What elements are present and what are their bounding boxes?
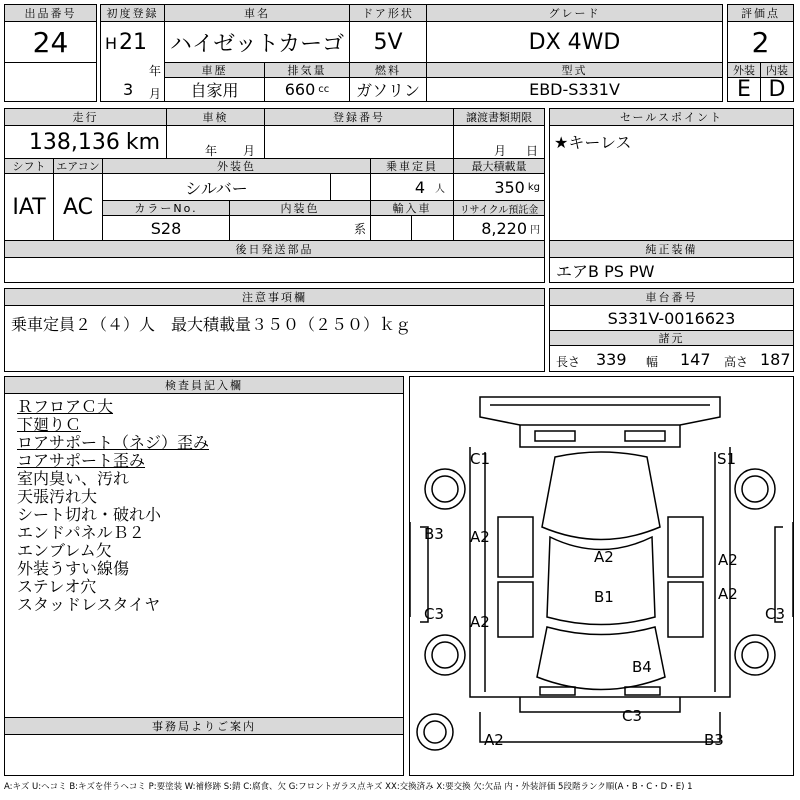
history-label: 車歴	[164, 62, 265, 78]
mark-a2-rr: A2	[718, 585, 738, 603]
interior-color-unit: 系	[353, 221, 366, 236]
transfer-month-unit: 月	[494, 144, 507, 158]
mark-b3-bottom: B3	[704, 731, 724, 749]
score: 2	[727, 21, 794, 63]
inspection-year-unit: 年	[205, 144, 218, 158]
length-label: 長さ	[556, 355, 581, 369]
width: 147	[680, 350, 711, 369]
inspector-label: 検査員記入欄	[4, 376, 404, 394]
import-label: 輸入車	[370, 200, 454, 216]
later-parts	[4, 257, 545, 283]
car-name-label: 車名	[164, 4, 350, 22]
recycle-unit: 円	[530, 224, 540, 236]
transfer-deadline-box	[453, 125, 545, 159]
era: H	[105, 34, 118, 53]
inspector-note-line: 外装うすい線傷	[17, 559, 130, 578]
inspection-label: 車検	[166, 108, 265, 126]
color-number-label: カラーNo.	[102, 200, 230, 216]
inspector-note-line: ステレオ穴	[17, 577, 97, 596]
inspector-note-line: エンブレム欠	[17, 541, 112, 560]
fuel-label: 燃料	[349, 62, 427, 78]
office-notice	[4, 734, 404, 776]
inspector-note-line: 下廻りＣ	[17, 415, 82, 434]
reg-month: 3	[123, 80, 134, 99]
exterior-color: シルバー	[102, 173, 331, 201]
inspection-month-unit: 月	[243, 144, 256, 158]
displacement-label: 排気量	[264, 62, 350, 78]
inspector-note-line: エンドパネルＢ２	[17, 523, 145, 542]
recycle-fee: 8,220	[481, 218, 527, 238]
legend: A:キズ U:ヘコミ B:キズを伴うヘコミ P:要塗装 W:補修跡 S:錆 C:腐食、欠 G:フロントガラス点キズ XX:交換済み X:要交換 欠:欠品 内・外装評価 5段階ランク順(A・B・C・D・E) 1	[4, 782, 693, 792]
transfer-day-unit: 日	[526, 144, 539, 158]
displacement-unit: cc	[318, 84, 330, 95]
notes-label: 注意事項欄	[4, 288, 545, 306]
import-value-2	[411, 215, 454, 241]
reg-year: 21	[119, 30, 147, 55]
exterior-grade-label: 外装	[727, 62, 761, 78]
color-number: S28	[102, 215, 230, 241]
sales-point: ★キーレス	[554, 133, 632, 152]
mileage: 138,136	[28, 129, 120, 155]
office-notice-label: 事務局よりご案内	[4, 717, 404, 735]
model-code: EBD-S331V	[426, 77, 723, 102]
import-value	[370, 215, 412, 241]
length: 339	[596, 350, 627, 369]
history: 自家用	[164, 77, 265, 102]
ac-label: エアコン	[53, 158, 103, 174]
first-registration-label: 初度登録	[100, 4, 165, 22]
width-label: 幅	[646, 355, 659, 369]
capacity-unit: 人	[435, 183, 445, 195]
fuel: ガソリン	[349, 77, 427, 102]
exterior-color-label: 外装色	[102, 158, 371, 174]
mark-c3-bottom: C3	[622, 707, 643, 725]
inspector-note-line: 天張汚れ大	[17, 487, 98, 506]
first-registration-box	[100, 21, 165, 102]
car-name: ハイゼットカーゴ	[164, 21, 350, 63]
mileage-label: 走行	[4, 108, 167, 126]
recycle-label: リサイクル預託金	[453, 200, 545, 216]
mark-b1: B1	[594, 588, 614, 606]
mark-a2-bottom: A2	[484, 731, 504, 749]
mark-a2-rl: A2	[470, 613, 490, 631]
mark-b3-left: B3	[424, 525, 444, 543]
score-label: 評価点	[727, 4, 794, 22]
model-label: 型式	[426, 62, 723, 78]
registration-number-label: 登録番号	[264, 108, 454, 126]
reg-year-unit: 年	[149, 64, 162, 78]
exterior-color-extra	[330, 173, 371, 201]
inspector-note-line: スタッドレスタイヤ	[17, 595, 161, 614]
registration-number	[264, 125, 454, 159]
displacement: 660	[284, 80, 316, 99]
mark-a2-center: A2	[594, 548, 614, 566]
specs-box	[549, 345, 794, 372]
door-label: ドア形状	[349, 4, 427, 22]
mark-c3-right: C3	[765, 605, 786, 623]
chassis-number-label: 車台番号	[549, 288, 794, 306]
door-type: 5V	[349, 21, 427, 63]
interior-color-label: 内装色	[229, 200, 371, 216]
mark-a2-fr: A2	[718, 551, 738, 569]
mark-b4: B4	[632, 658, 652, 676]
shift: IAT	[4, 173, 54, 241]
lot-number-blank	[4, 62, 97, 102]
height-label: 高さ	[724, 355, 749, 369]
capacity-box	[370, 173, 454, 201]
reg-month-unit: 月	[149, 87, 162, 101]
shift-label: シフト	[4, 158, 54, 174]
notes-box	[4, 305, 545, 372]
inspector-note-line: コアサポート歪み	[17, 451, 146, 470]
genuine-equipment: エアB PS PW	[549, 257, 794, 283]
max-load: 350	[494, 177, 525, 197]
sales-point-label: セールスポイント	[549, 108, 794, 126]
max-load-box	[453, 173, 545, 201]
car-outline-diagram	[410, 377, 793, 775]
lot-number: 24	[4, 21, 97, 63]
notes-text: 乗車定員２（４）人 最大積載量３５０（２５０）ｋｇ	[11, 315, 412, 334]
interior-color-box	[229, 215, 371, 241]
mark-c1: C1	[470, 450, 491, 468]
genuine-equipment-label: 純正装備	[549, 240, 794, 258]
capacity-label: 乗車定員	[370, 158, 454, 174]
mark-s1: S1	[717, 450, 737, 468]
exterior-grade: E	[727, 77, 761, 102]
mileage-box	[4, 125, 167, 159]
inspection-box	[166, 125, 265, 159]
sales-point-box	[549, 125, 794, 241]
mileage-unit: km	[125, 129, 160, 155]
interior-grade-label: 内装	[760, 62, 794, 78]
interior-grade: D	[760, 77, 794, 102]
capacity: 4	[414, 177, 425, 197]
inspector-note-line: ロアサポート（ネジ）歪み	[17, 433, 210, 452]
displacement-box	[264, 77, 350, 102]
inspector-notes	[4, 393, 404, 718]
inspector-note-line: シート切れ・破れ小	[17, 505, 162, 524]
inspector-note-line: 室内臭い、汚れ	[17, 469, 130, 488]
inspector-note-line: ＲフロアＣ大	[17, 397, 114, 416]
later-parts-label: 後日発送部品	[4, 240, 545, 258]
recycle-box	[453, 215, 545, 241]
height: 187	[760, 350, 791, 369]
mark-a2-fl: A2	[470, 528, 490, 546]
max-load-unit: kg	[527, 181, 540, 193]
chassis-number: S331V-0016623	[549, 305, 794, 331]
grade-label: グレード	[426, 4, 723, 22]
transfer-deadline-label: 譲渡書類期限	[453, 108, 545, 126]
damage-diagram	[409, 376, 794, 776]
mark-c3-left: C3	[424, 605, 445, 623]
lot-number-label: 出品番号	[4, 4, 97, 22]
air-conditioner: AC	[53, 173, 103, 241]
max-load-label: 最大積載量	[453, 158, 545, 174]
grade: DX 4WD	[426, 21, 723, 63]
specs-label: 諸元	[549, 330, 794, 346]
